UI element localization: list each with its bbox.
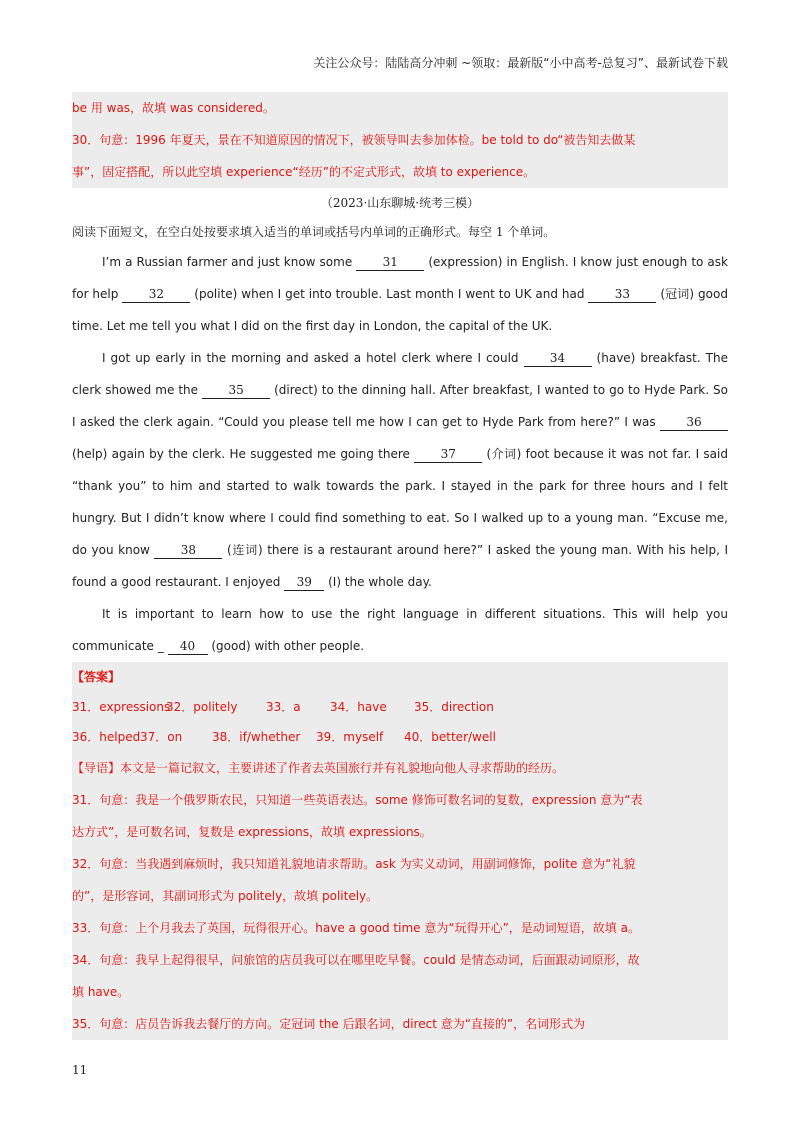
instructions: 阅读下面短文，在空白处按要求填入适当的单词或括号内单词的正确形式。每空 1 个单词。 [72, 225, 556, 239]
q34-explanation-line1: 34．句意：我早上起得很早，问旅馆的店员我可以在哪里吃早餐。could 是情态动词，后面跟动词原形，故 [72, 953, 640, 967]
q32-explanation-line2: 的”，是形容词，其副词形式为 politely，故填 politely。 [72, 889, 379, 903]
passage-paragraph-3 [72, 598, 728, 662]
answer-section [72, 662, 728, 1040]
previous-answer-block [72, 92, 728, 188]
blank-35[interactable]: 35 [202, 382, 270, 399]
blank-40[interactable]: 40 [168, 638, 208, 655]
page-number: 11 [72, 1063, 88, 1077]
answers-row-1 [72, 692, 728, 722]
passage-text: (polite) when I get into trouble. Last month I went to UK and had [194, 287, 585, 301]
answer-item: 33．a [266, 700, 301, 714]
answer-item: 36．helped [72, 730, 141, 744]
page-header: 关注公众号：陆陆高分冲刺 ~领取：最新版“小中高考-总复习”、最新试卷下载 [313, 56, 728, 70]
q31-explanation-line2: 达方式”，是可数名词，复数是 expressions，故填 expressions。 [72, 825, 432, 839]
passage-text: (连词) there is a restaurant around here?” I asked the young man. With his help, I found a good restaurant. I enjoyed [72, 543, 728, 589]
passage-text: (I) the whole day. [328, 575, 432, 589]
passage-text: It is important to learn how to use the right language in different situations. This will help you communicate _ [72, 607, 728, 653]
answer-item: 38．if/whether [212, 730, 301, 744]
passage-text: (have) breakfast. The clerk showed me the [72, 351, 728, 397]
q30-explanation-line2: 事”，固定搭配，所以此空填 experience“经历”的不定式形式，故填 to experience。 [72, 165, 536, 179]
blank-31[interactable]: 31 [356, 254, 424, 271]
document-body [72, 92, 728, 1040]
q34-explanation-line2: 填 have。 [72, 985, 130, 999]
passage-text: (direct) to the dinning hall. After breakfast, I wanted to go to Hyde Park. So I asked the clerk again. “Could you please tell me how I can get to Hyde Park from here?” I was [72, 383, 729, 429]
blank-37[interactable]: 37 [414, 446, 482, 463]
passage-paragraph-2 [72, 342, 728, 598]
passage-text: I got up early in the morning and asked a hotel clerk where I could [102, 351, 519, 365]
passage-text: (介词) foot because it was not far. I said “thank you” to him and started to walk towards the park. I stayed in the park for three hours and I felt hungry. But I didn’t know where I could find something to eat. So I walked up to a young man. “Excuse me, do you know [72, 447, 728, 557]
blank-38[interactable]: 38 [154, 542, 222, 559]
answer-item: 37．on [140, 730, 183, 744]
q32-explanation-line1: 32．句意：当我遇到麻烦时，我只知道礼貌地请求帮助。ask 为实义动词，用副词修饰，polite 意为“礼貌 [72, 857, 636, 871]
source-title: （2023·山东聊城·统考三模） [320, 196, 480, 210]
passage-text: (冠词) good time. Let me tell you what I did on the first day in London, the capital of the UK. [72, 287, 728, 333]
answer-item: 34．have [330, 700, 387, 714]
blank-36[interactable]: 36 [660, 414, 728, 431]
passage-text: I’m a Russian farmer and just know some [102, 255, 353, 269]
passage-paragraph-1 [72, 246, 728, 342]
passage-text: (help) again by the clerk. He suggested me going there [72, 447, 410, 461]
answer-item: 40．better/well [404, 730, 496, 744]
passage-text: (good) with other people. [211, 639, 365, 653]
blank-33[interactable]: 33 [588, 286, 656, 303]
blank-32[interactable]: 32 [122, 286, 190, 303]
answer-item: 35．direction [414, 700, 494, 714]
blank-39[interactable]: 39 [284, 574, 324, 591]
prev-line: be 用 was，故填 was considered。 [72, 101, 275, 115]
blank-34[interactable]: 34 [524, 350, 592, 367]
q33-explanation: 33．句意：上个月我去了英国，玩得很开心。have a good time 意为“玩得开心”，是动词短语，故填 a。 [72, 921, 640, 935]
guide-text: 【导语】本文是一篇记叙文，主要讲述了作者去英国旅行并有礼貌地向他人寻求帮助的经历。 [72, 761, 565, 775]
q31-explanation-line1: 31．句意：我是一个俄罗斯农民，只知道一些英语表达。some 修饰可数名词的复数，expression 意为“表 [72, 793, 643, 807]
answers-row-2 [72, 722, 728, 752]
q30-explanation-line1: 30．句意：1996 年夏天，景在不知道原因的情况下，被领导叫去参加体检。be told to do“被告知去做某 [72, 133, 636, 147]
answer-item: 32．politely [166, 700, 238, 714]
passage-text: (expression) in English. I know just enough to ask for help [72, 255, 728, 301]
answer-item: 39．myself [316, 730, 384, 744]
q35-explanation: 35．句意：店员告诉我去餐厅的方向。定冠词 the 后跟名词，direct 意为“直接的”，名词形式为 [72, 1017, 586, 1031]
answer-item: 31．expressions [72, 700, 171, 714]
answer-label: 【答案】 [72, 670, 121, 684]
